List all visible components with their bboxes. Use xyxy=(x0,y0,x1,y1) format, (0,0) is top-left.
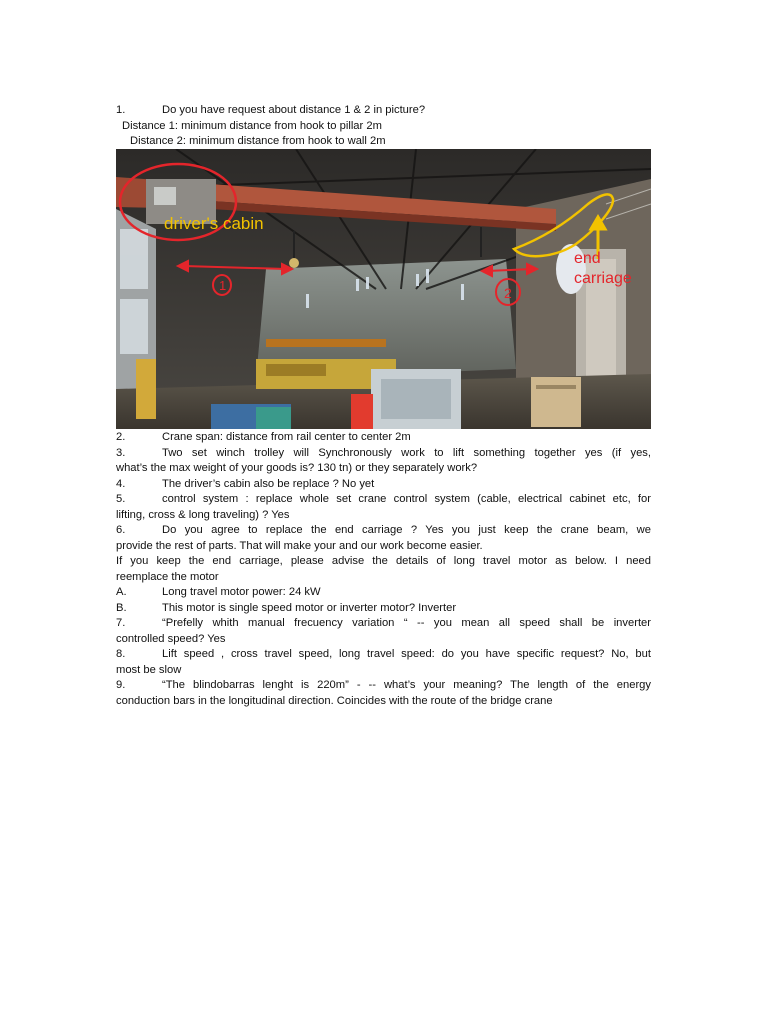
item-number: 7. xyxy=(116,617,126,629)
item-2 xyxy=(116,430,651,446)
item-text: This motor is single speed motor or inverter motor? Inverter xyxy=(162,602,457,614)
item-text: Long travel motor power: 24 kW xyxy=(162,586,321,598)
item-number: 6. xyxy=(116,524,126,536)
q1-number: 1. xyxy=(116,104,126,116)
paragraph-line-1: If you keep the end carriage, please advise the details of long travel motor as below. I need xyxy=(116,555,651,567)
item-9 xyxy=(116,678,651,694)
marker-1-label: 1 xyxy=(219,278,227,293)
item-6-continued: provide the rest of parts. That will make your and our work become easier. xyxy=(116,540,483,552)
item-7 xyxy=(116,616,651,632)
item-number: 3. xyxy=(116,447,126,459)
paragraph-line-2: reemplace the motor xyxy=(116,571,219,583)
item-number: A. xyxy=(116,586,127,598)
item-text: Do you agree to replace the end carriage ? Yes you just keep the crane beam, we xyxy=(162,524,651,536)
item-text: Lift speed , cross travel speed, long travel speed: do you have specific request? No, but xyxy=(162,648,651,660)
item-b xyxy=(116,601,651,617)
distance-1-text: Distance 1: minimum distance from hook to pillar 2m xyxy=(122,120,382,132)
crane-photo xyxy=(116,149,651,429)
item-text: The driver’s cabin also be replace ? No yet xyxy=(162,478,375,490)
item-text: control system : replace whole set crane control system (cable, electrical cabinet etc, for xyxy=(162,493,651,505)
item-text: Two set winch trolley will Synchronously work to lift something together yes (if yes, xyxy=(162,447,651,459)
q1-text: Do you have request about distance 1 & 2 in picture? xyxy=(162,104,426,116)
item-number: 9. xyxy=(116,679,126,691)
item-text: “The blindobarras lenght is 220m” - -- what’s your meaning? The length of the energy xyxy=(162,679,651,691)
item-5 xyxy=(116,492,651,508)
marker-2-label: 2 xyxy=(504,285,512,301)
item-8-continued: most be slow xyxy=(116,664,182,676)
item-8 xyxy=(116,647,651,663)
distance-2-text: Distance 2: minimum distance from hook to wall 2m xyxy=(130,135,386,147)
item-number: 4. xyxy=(116,478,126,490)
item-number: 8. xyxy=(116,648,126,660)
item-number: 5. xyxy=(116,493,126,505)
item-7-continued: controlled speed? Yes xyxy=(116,633,226,645)
item-5-continued: lifting, cross & long traveling) ? Yes xyxy=(116,509,290,521)
end-carriage-label-1: end xyxy=(574,250,601,267)
item-3-continued: what’s the max weight of your goods is? 130 tn) or they separately work? xyxy=(116,462,478,474)
item-4 xyxy=(116,477,651,493)
item-text: Crane span: distance from rail center to center 2m xyxy=(162,431,411,443)
item-9-continued: conduction bars in the longitudinal direction. Coincides with the route of the bridge crane xyxy=(116,695,553,707)
item-3 xyxy=(116,446,651,462)
q1-line xyxy=(116,103,651,119)
item-a xyxy=(116,585,651,601)
item-text: “Prefelly whith manual frecuency variation “ -- you mean all speed shall be inverter xyxy=(162,617,651,629)
item-number: B. xyxy=(116,602,127,614)
item-number: 2. xyxy=(116,431,126,443)
item-6 xyxy=(116,523,651,539)
end-carriage-label-2: carriage xyxy=(574,270,632,287)
cabin-label: driver's cabin xyxy=(164,214,264,233)
